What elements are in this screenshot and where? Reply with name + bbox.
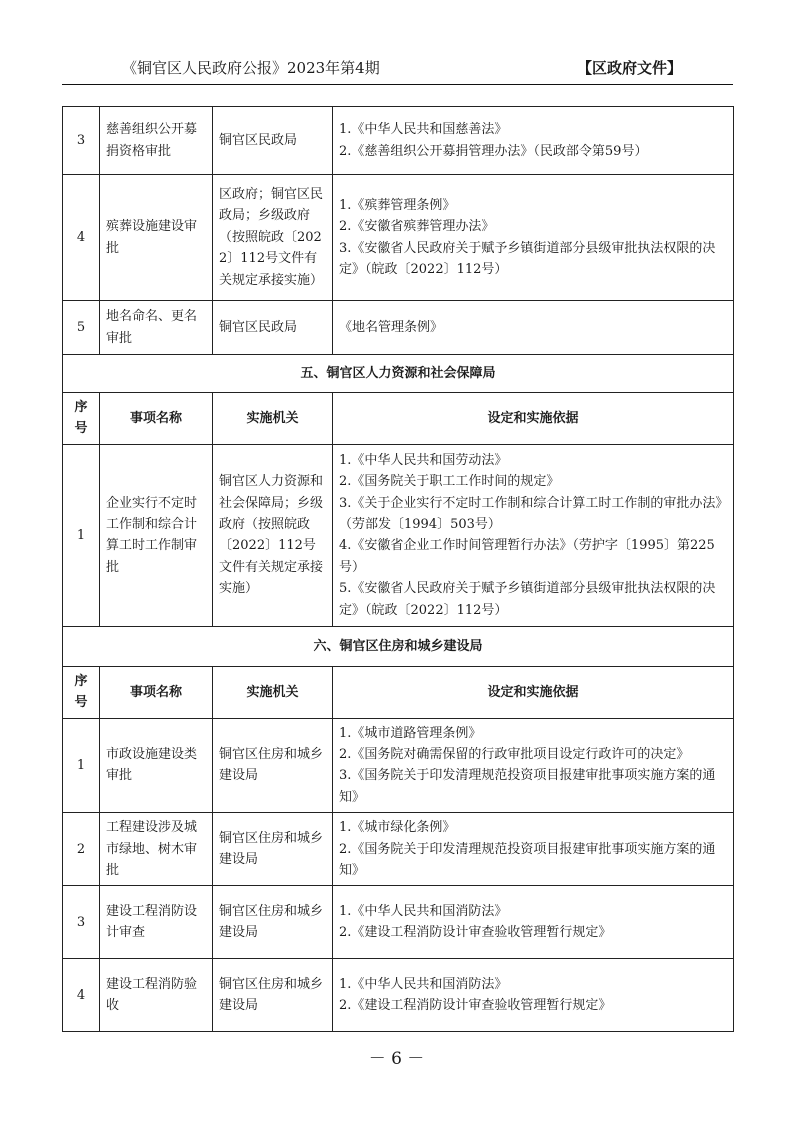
basis-cell	[333, 718, 734, 813]
basis-line: 2.《安徽省殡葬管理办法》	[339, 219, 495, 235]
basis-line: 5.《安徽省人民政府关于赋予乡镇街道部分县级审批执法权限的决定》（皖政〔2022〕112号）	[339, 581, 716, 618]
item-name: 殡葬设施建设审批	[100, 175, 213, 301]
basis-cell	[333, 301, 734, 355]
table-row	[63, 444, 734, 626]
basis-line: 4.《安徽省企业工作时间管理暂行办法》（劳护字〔1995〕第225号）	[339, 538, 715, 575]
page-header	[122, 57, 682, 81]
row-number: 1	[63, 444, 100, 626]
section-title-row	[63, 355, 734, 393]
implementing-agency: 铜官区住房和城乡建设局	[213, 886, 333, 959]
basis-cell	[333, 107, 734, 175]
basis-line: 2.《慈善组织公开募捐管理办法》（民政部令第59号）	[339, 143, 648, 159]
row-number: 1	[63, 718, 100, 813]
page-number: － 6 －	[368, 1049, 425, 1069]
column-header-agency: 实施机关	[213, 666, 333, 718]
implementing-agency: 铜官区民政局	[213, 107, 333, 175]
item-name: 地名命名、更名审批	[100, 301, 213, 355]
basis-line: 2.《建设工程消防设计审查验收管理暂行规定》	[339, 998, 612, 1014]
basis-line: 1.《城市道路管理条例》	[339, 725, 482, 741]
item-name: 慈善组织公开募捐资格审批	[100, 107, 213, 175]
table-row	[63, 886, 734, 959]
column-header-name: 事项名称	[100, 666, 213, 718]
basis-line: 《地名管理条例》	[339, 319, 444, 335]
implementing-agency: 区政府；铜官区民政局；乡级政府（按照皖政〔2022〕112号文件有关规定承接实施）	[213, 175, 333, 301]
table-row	[63, 107, 734, 175]
column-header-name: 事项名称	[100, 393, 213, 445]
column-header-no: 序号	[63, 393, 100, 445]
item-name: 市政设施建设类审批	[100, 718, 213, 813]
row-number: 5	[63, 301, 100, 355]
implementing-agency: 铜官区民政局	[213, 301, 333, 355]
basis-line: 1.《中华人民共和国劳动法》	[339, 452, 508, 468]
basis-line: 2.《国务院关于职工工作时间的规定》	[339, 474, 560, 490]
implementing-agency: 铜官区住房和城乡建设局	[213, 718, 333, 813]
section-title: 五、铜官区人力资源和社会保障局	[63, 355, 734, 393]
implementing-agency: 铜官区住房和城乡建设局	[213, 813, 333, 886]
basis-line: 3.《关于企业实行不定时工作制和综合计算工时工作制的审批办法》（劳部发〔1994〕503号）	[339, 495, 722, 532]
basis-line: 1.《中华人民共和国慈善法》	[339, 122, 508, 138]
basis-cell	[333, 886, 734, 959]
column-header-agency: 实施机关	[213, 393, 333, 445]
row-number: 3	[63, 107, 100, 175]
row-number: 4	[63, 959, 100, 1032]
basis-line: 2.《国务院关于印发清理规范投资项目报建审批事项实施方案的通知》	[339, 841, 716, 879]
column-header-basis: 设定和实施依据	[333, 666, 734, 718]
table-row	[63, 813, 734, 886]
row-number: 3	[63, 886, 100, 959]
column-header-basis: 设定和实施依据	[333, 393, 734, 445]
table-row	[63, 718, 734, 813]
basis-cell	[333, 813, 734, 886]
table-row	[63, 301, 734, 355]
basis-line: 1.《城市绿化条例》	[339, 820, 456, 836]
bulletin-title: 《铜官区人民政府公报》2023年第4期	[122, 59, 380, 77]
item-name: 建设工程消防设计审查	[100, 886, 213, 959]
basis-line: 1.《中华人民共和国消防法》	[339, 904, 508, 920]
row-number: 2	[63, 813, 100, 886]
table-row	[63, 959, 734, 1032]
basis-line: 2.《国务院对确需保留的行政审批项目设定行政许可的决定》	[339, 747, 690, 763]
basis-line: 3.《安徽省人民政府关于赋予乡镇街道部分县级审批执法权限的决定》（皖政〔2022〕112号）	[339, 240, 716, 277]
approval-items-table	[62, 106, 734, 1032]
basis-line: 3.《国务院关于印发清理规范投资项目报建审批事项实施方案的通知》	[339, 768, 716, 805]
column-header-row	[63, 666, 734, 718]
row-number: 4	[63, 175, 100, 301]
basis-line: 1.《殡葬管理条例》	[339, 197, 456, 213]
basis-cell	[333, 175, 734, 301]
item-name: 建设工程消防验收	[100, 959, 213, 1032]
item-name: 工程建设涉及城市绿地、树木审批	[100, 813, 213, 886]
section-title-row	[63, 626, 734, 666]
basis-cell	[333, 444, 734, 626]
implementing-agency: 铜官区人力资源和社会保障局；乡级政府（按照皖政〔2022〕112号文件有关规定承接实施）	[213, 444, 333, 626]
column-header-row	[63, 393, 734, 445]
header-rule	[62, 84, 733, 85]
basis-line: 2.《建设工程消防设计审查验收管理暂行规定》	[339, 925, 612, 941]
table-row	[63, 175, 734, 301]
section-title: 六、铜官区住房和城乡建设局	[63, 626, 734, 666]
basis-line: 1.《中华人民共和国消防法》	[339, 977, 508, 993]
item-name: 企业实行不定时工作制和综合计算工时工作制审批	[100, 444, 213, 626]
basis-cell	[333, 959, 734, 1032]
column-header-no: 序号	[63, 666, 100, 718]
document-category: 【区政府文件】	[576, 59, 682, 77]
implementing-agency: 铜官区住房和城乡建设局	[213, 959, 333, 1032]
